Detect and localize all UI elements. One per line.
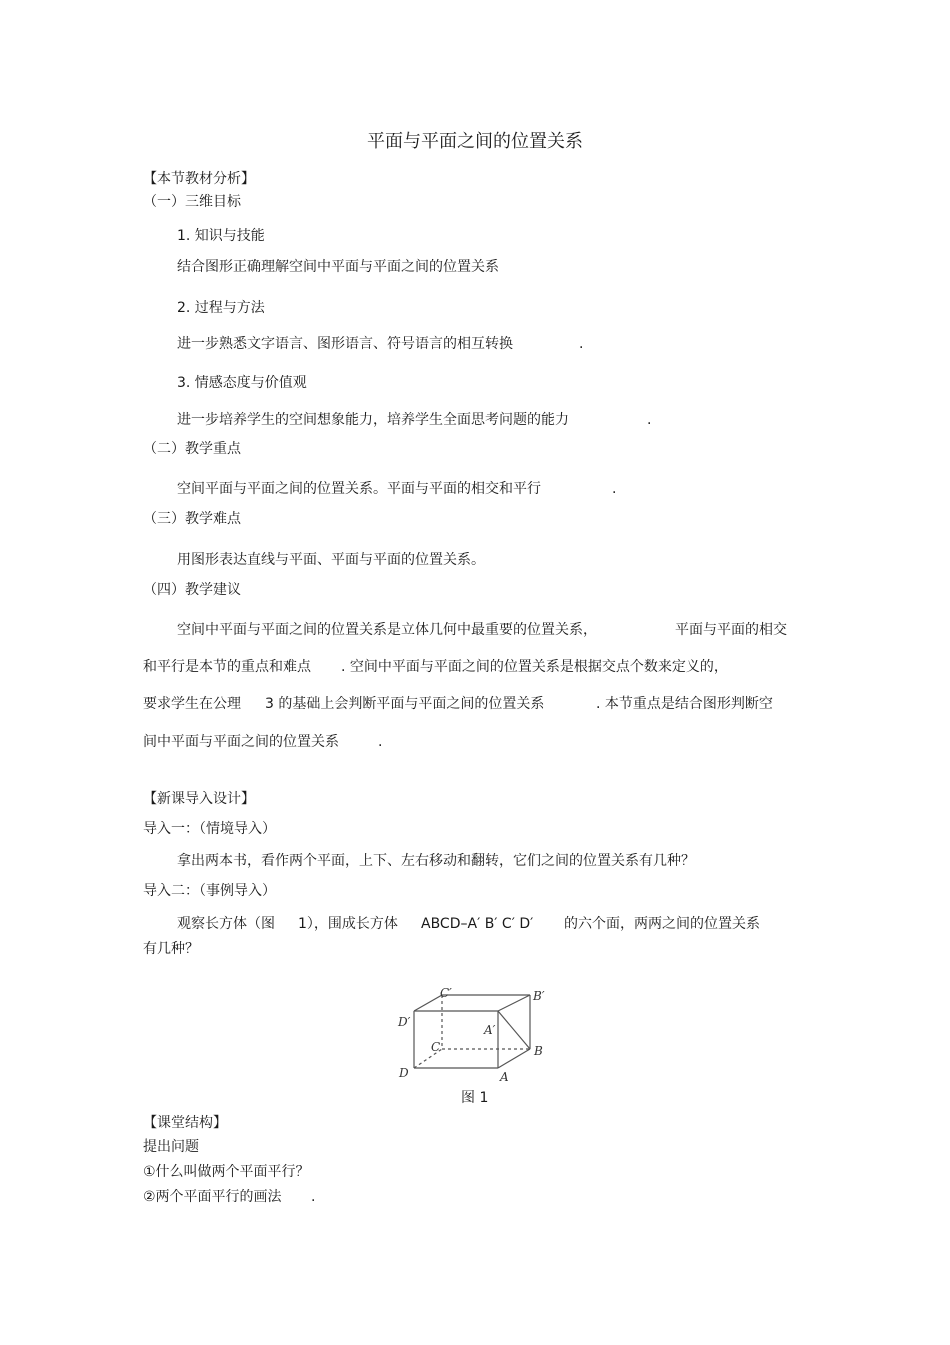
intro2-line1a: 观察长方体（图 xyxy=(177,916,275,932)
label-c-prime: C′ xyxy=(440,986,452,1000)
cuboid-figure xyxy=(392,985,552,1085)
goal3-period: . xyxy=(647,412,652,428)
suggestions-line1b: 平面与平面的相交 xyxy=(675,622,787,638)
label-c: C xyxy=(431,1040,441,1054)
goal3-text: 进一步培养学生的空间想象能力，培养学生全面思考问题的能力 xyxy=(177,412,569,428)
structure-subheading: 提出问题 xyxy=(143,1139,199,1155)
diagonal-a-prime-b xyxy=(498,1011,530,1049)
figure-caption: 图 1 xyxy=(461,1090,489,1106)
subheading-difficulties: （三）教学难点 xyxy=(143,511,241,527)
intro2-line1c: ABCD–A′ B′ C′ D′ xyxy=(421,916,534,932)
intro1-text: 拿出两本书，看作两个平面，上下、左右移动和翻转，它们之间的位置关系有几种？ xyxy=(177,853,695,869)
subheading-key-points: （二）教学重点 xyxy=(143,441,241,457)
goal2-text: 进一步熟悉文字语言、图形语言、符号语言的相互转换 xyxy=(177,336,513,352)
section-heading-intro: 【新课导入设计】 xyxy=(143,791,255,807)
suggestions-line4a: 间中平面与平面之间的位置关系 xyxy=(143,734,339,750)
goal2-title: 2. 过程与方法 xyxy=(177,300,265,316)
suggestions-line2a: 和平行是本节的重点和难点 xyxy=(143,659,311,675)
goal3-title: 3. 情感态度与价值观 xyxy=(177,375,307,391)
label-d: D xyxy=(399,1066,409,1080)
edge-d-prime-c-prime xyxy=(414,995,442,1011)
question-2: ②两个平面平行的画法 xyxy=(143,1189,282,1205)
goal2-period: . xyxy=(579,336,584,352)
label-b-prime: B′ xyxy=(533,989,545,1003)
intro2-line1d: 的六个面，两两之间的位置关系 xyxy=(564,916,760,932)
subheading-goals: （一）三维目标 xyxy=(143,194,241,210)
difficulties-text: 用图形表达直线与平面、平面与平面的位置关系。 xyxy=(177,552,485,568)
suggestions-line3a: 要求学生在公理 xyxy=(143,696,241,712)
label-a: A xyxy=(500,1070,509,1084)
edge-a-b xyxy=(498,1049,530,1068)
goal1-text: 结合图形正确理解空间中平面与平面之间的位置关系 xyxy=(177,259,499,275)
label-b: B xyxy=(534,1044,543,1058)
goal1-title: 1. 知识与技能 xyxy=(177,228,265,244)
suggestions-line1a: 空间中平面与平面之间的位置关系是立体几何中最重要的位置关系， xyxy=(177,622,597,638)
section-heading-analysis: 【本节教材分析】 xyxy=(143,171,255,187)
suggestions-line2b: . 空间中平面与平面之间的位置关系是根据交点个数来定义的， xyxy=(341,659,728,675)
intro2-title: 导入二：（事例导入） xyxy=(143,883,276,899)
edge-a-prime-b-prime xyxy=(498,995,530,1011)
key-points-period: . xyxy=(612,481,617,497)
label-d-prime: D′ xyxy=(398,1015,411,1029)
suggestions-line3c: . 本节重点是结合图形判断空 xyxy=(596,696,773,712)
key-points-text: 空间平面与平面之间的位置关系。平面与平面的相交和平行 xyxy=(177,481,541,497)
suggestions-line3b: 3 的基础上会判断平面与平面之间的位置关系 xyxy=(265,696,545,712)
intro2-line2: 有几种？ xyxy=(143,941,199,957)
suggestions-line4b: . xyxy=(378,734,383,750)
label-a-prime: A′ xyxy=(484,1023,496,1037)
intro1-title: 导入一：（情境导入） xyxy=(143,821,276,837)
page-title: 平面与平面之间的位置关系 xyxy=(367,131,583,152)
intro2-line1b: 1），围成长方体 xyxy=(298,916,398,932)
question-1: ①什么叫做两个平面平行？ xyxy=(143,1164,310,1180)
question-2-period: . xyxy=(311,1189,316,1205)
subheading-suggestions: （四）教学建议 xyxy=(143,582,241,598)
section-heading-structure: 【课堂结构】 xyxy=(143,1115,227,1131)
